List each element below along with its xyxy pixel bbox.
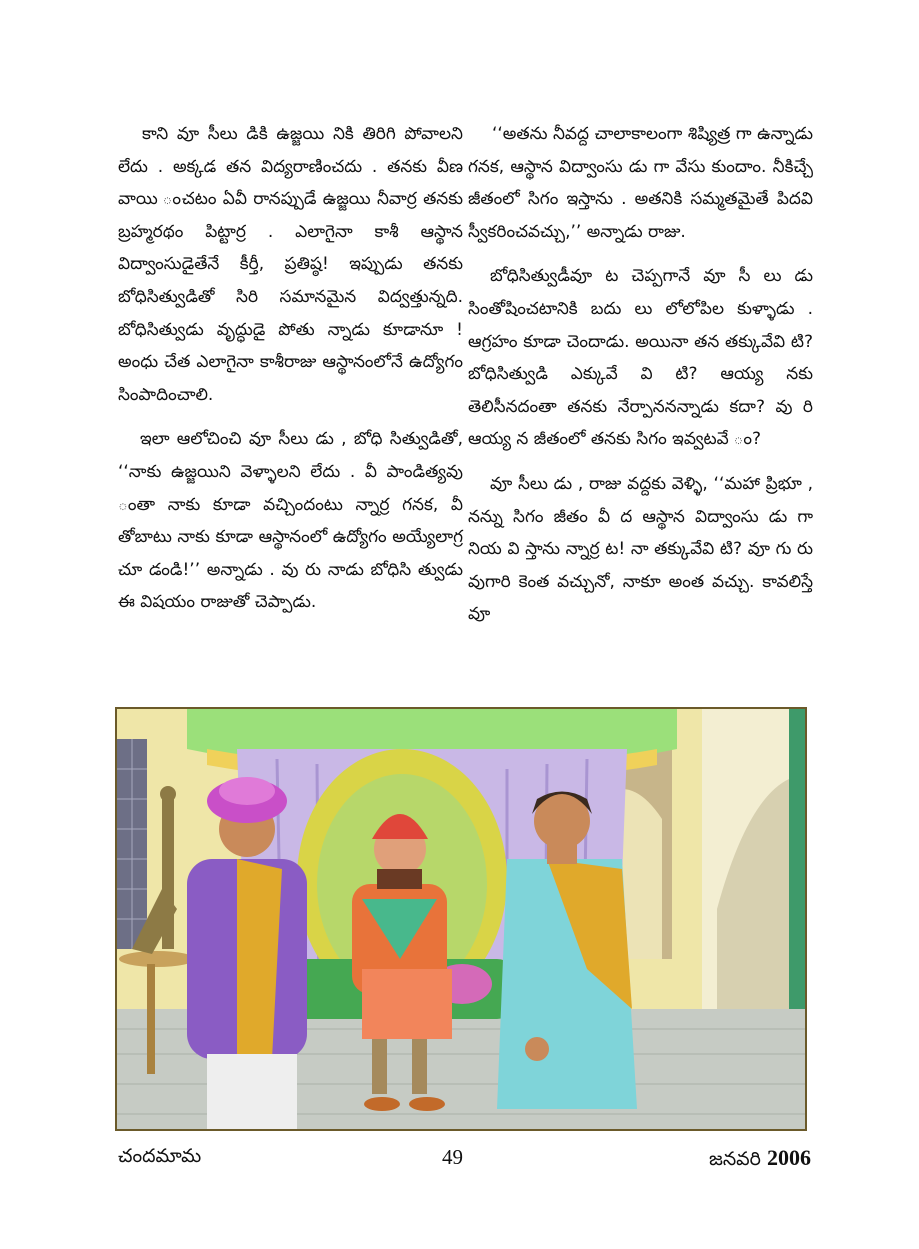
paragraph: వూ సీలు డు , రాజు వద్దకు వెళ్ళి, ‘‘మహా ప్రిభూ , నన్ను సిగం జీతం వీ ద ఆస్థాన విద్వాంసు డు గా నియ వి స్తాను న్నార్ర ట! నా తక్కువేవి టి? వూ గు రు వుగారి కెంత వచ్చునో, నాకూ అంత వచ్చు. కావలిస్తే వూ	[468, 473, 813, 625]
issue-year: 2006	[767, 1145, 811, 1170]
magazine-name: చందమామ	[118, 1145, 202, 1167]
issue-month: జనవరి	[708, 1148, 761, 1170]
paragraph: బోధిసిత్వుడీవూ ట చెప్పగానే వూ సీ లు డు సింతోషించటానికి బదు లు లోలోపిల కుళ్ళాడు . ఆగ్రహం కూడా చెందాడు. అయినా తన తక్కువేవి టి? బోధిసిత్వుడి ఎక్కువే వి టి? ఆయ్య నకు తెలిసీనదంతా తనకు నేర్పాననన్నాడు కదా? వు రి ఆయ్య న జీతంలో తనకు సిగం ఇవ్వటవే ం?	[468, 266, 813, 450]
right-text-column	[468, 118, 813, 643]
paragraph: ‘‘అతను నీవద్ద చాలాకాలంగా శిష్యిత్ర గా ఉన్నాడు గనక, ఆస్థాన విద్వాంసు డు గా వేసు కుందాం. నీకిచ్చే జీతంలో సిగం ఇస్తాను . అతనికి సమ్మతమైతే పిదవి స్వీకరించవచ్చు,’’ అన్నాడు రాజు.	[468, 124, 813, 242]
paragraph: ఇలా ఆలోచించి వూ సీలు డు , బోధి సిత్వుడితో, ‘‘నాకు ఉజ్జయిని వెళ్ళాలని లేదు . వీ పాండిత్యవు ంతా నాకు కూడా వచ్చిందంటు న్నార్ర గనక, వీ తోబాటు నాకు కూడా ఆస్థానంలో ఉద్యోగం అయ్యేలాగ్ర చూ డండి!’’ అన్నాడు . వు రు నాడు బోధిసి త్వుడు ఈ విషయం రాజుతో చెప్పాడు.	[118, 429, 463, 613]
left-text-column	[118, 118, 463, 631]
story-illustration	[115, 707, 807, 1131]
paragraph: కాని వూ సీలు డికి ఉజ్జయి నికి తిరిగి పోవాలని లేదు . అక్కడ తన విద్యరాణించదు . తనకు వీణ వాయి ంచటం ఏవీ రానప్పుడే ఉజ్జయి నీవార్ర తనకు బ్రహ్మరథం పిట్టార్ర . ఎలాగైనా కాశీ ఆస్థాన విద్వాంసుడైతేనే కీర్తీ, ప్రతిష్ఠ! ఇప్పుడు తనకు బోధిసిత్వుడితో సిరి సమానమైన విద్వత్తున్నది. బోధిసిత్వుడు వృద్ధుడై పోతు న్నాడు కూడానూ ! అంధు చేత ఎలాగైనా కాశీరాజు ఆస్థానంలోనే ఉద్యోగం సింపాదించాలి.	[118, 124, 463, 405]
page-number: 49	[442, 1145, 463, 1169]
issue-date	[709, 1145, 811, 1175]
